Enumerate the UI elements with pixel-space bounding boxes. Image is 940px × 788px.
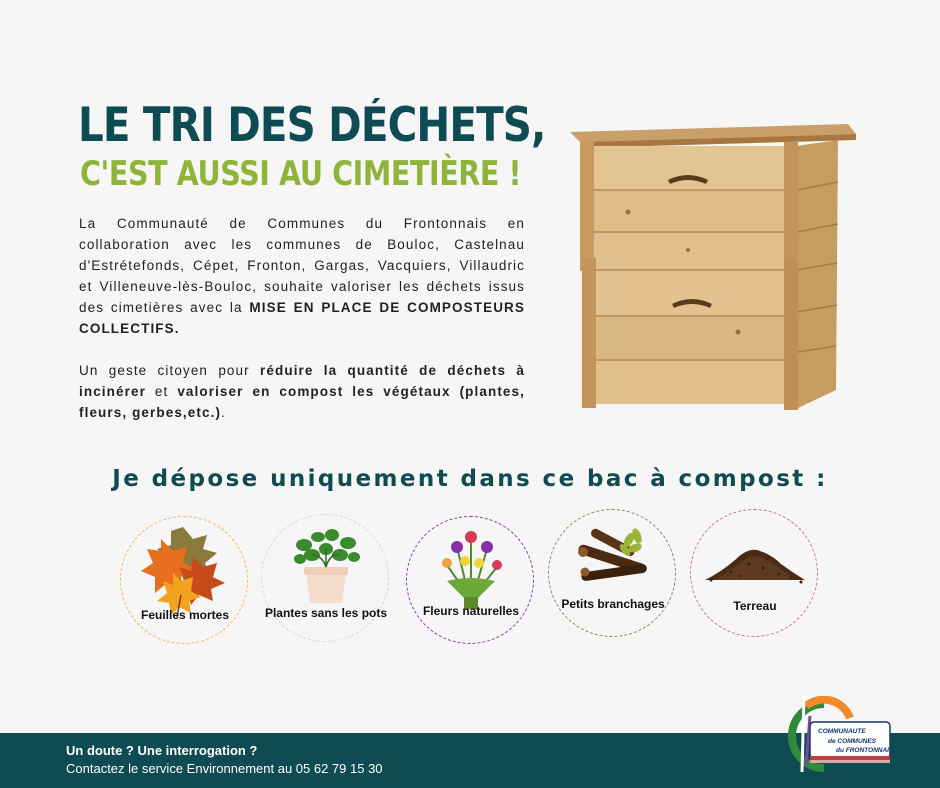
potted-plant-icon bbox=[262, 515, 390, 643]
footer-question: Un doute ? Une interrogation ? bbox=[66, 743, 258, 758]
item-label: Terreau bbox=[733, 599, 777, 613]
item-feuilles-mortes bbox=[120, 516, 248, 644]
compost-bin-image bbox=[568, 120, 860, 412]
item-petits-branchages bbox=[548, 509, 676, 637]
page-subtitle: C'EST AUSSI AU CIMETIÈRE ! bbox=[80, 154, 522, 194]
gesture-paragraph: Un geste citoyen pour réduire la quantité de déchets à incinérer et valoriser en compost les végétaux (plantes, fleurs, gerbes,etc.). bbox=[79, 363, 526, 420]
item-terreau bbox=[690, 509, 818, 637]
footer-contact: Contactez le service Environnement au 05 62 79 15 30 bbox=[66, 761, 383, 776]
item-label: Plantes sans les pots bbox=[264, 606, 388, 620]
item-fleurs-naturelles bbox=[406, 516, 534, 644]
item-label: Petits branchages bbox=[561, 597, 665, 611]
logo-text-line3: du FRONTONNAIS bbox=[836, 747, 894, 754]
item-plantes-sans-pots bbox=[261, 514, 389, 642]
intro-bold: MISE EN PLACE DE COMPOSTEURS COLLECTIFS. bbox=[79, 300, 525, 336]
compost-instructions-heading: Je dépose uniquement dans ce bac à compost : bbox=[112, 466, 828, 492]
intro-paragraph: La Communauté de Communes du Frontonnais en collaboration avec les communes de Bouloc, Castelnau d'Estrétefonds, Cépet, Fronton, Gargas, Vacquiers, Villaudric et Villeneuve-lès-Bouloc, souhaite valoriser les déchets issus des cimetières avec la MISE EN PLACE DE COMPOSTEURS COLLECTIFS. bbox=[79, 216, 525, 336]
cc-frontonnais-logo bbox=[766, 696, 896, 781]
flower-bouquet-icon bbox=[407, 517, 535, 645]
item-label: Feuilles mortes bbox=[140, 608, 230, 622]
item-label: Fleurs naturelles bbox=[422, 604, 520, 618]
autumn-leaves-icon bbox=[121, 517, 249, 645]
branches-icon bbox=[549, 510, 677, 638]
page-title: LE TRI DES DÉCHETS, bbox=[78, 98, 546, 153]
logo-text-line1: COMMUNAUTE bbox=[818, 728, 866, 735]
soil-pile-icon bbox=[691, 510, 819, 638]
logo-text-line2: de COMMUNES bbox=[828, 738, 877, 745]
